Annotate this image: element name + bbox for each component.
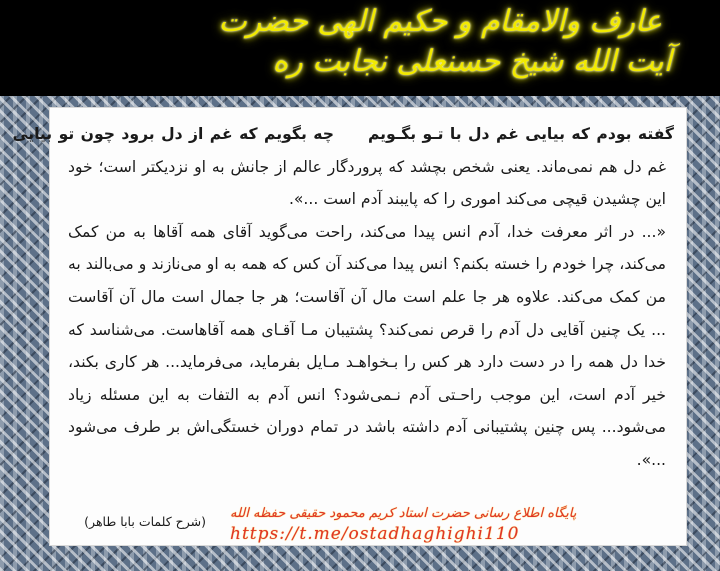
paragraph-2: «... در اثر معرفت خدا، آدم انس پیدا می‌کند، راحت می‌گوید آقای همه آقاها به من کمک می‌کند، چرا خودم را خسته بکنم؟ انس پیدا می‌کند آن کس که همه به او می‌نازند و می‌بالند به من کمک می‌کند. علاوه هر جا علم است مال آن آقاست؛ هر جا جمال است مال آن آقاست ... یک چنین آقایی دل آدم را قرص نمی‌کند؟ پشتیبان مـا آقـای همه آقاهاست. می‌شناسد که خدا دل همه را در دست دارد هر کس را بـخواهـد مـایل بفرماید، می‌فرماید... هر کاری بکند، خیر آدم است، این موجب راحـتی آدم نـمی‌شود؟ انس آدم به التفات به این مسئله زیاد می‌شود... پس چنین پشتیبانی آدم داشته باشد در تمام دوران خستگی‌اش بر طرف می‌شود ...». — [68, 222, 666, 469]
header-title-line2: آیت الله شیخ حسنعلی نجابت ره — [272, 44, 672, 79]
verse-hemistich-1: گفته بودم که بیایی غم دل با تـو بگـویم — [367, 125, 674, 143]
verse-hemistich-2: چه بگویم که غم از دل برود چون تو بیایی — [12, 125, 334, 143]
header-banner — [0, 0, 720, 96]
text-block — [12, 118, 674, 477]
paragraph-1: غم دل هم نمی‌ماند. یعنی شخص بچشد که پروردگار عالم از جانش به او نزدیکتر است؛ خود این چشیدن قیچی می‌کند اموری را که پایبند آدم است ...». — [68, 157, 666, 209]
channel-link[interactable]: https://t.me/ostadhaghighi110 — [230, 524, 520, 544]
footer-row — [54, 506, 682, 546]
channel-name: پایگاه اطلاع رسانی حضرت استاد کریم محمود حقیقی حفظه الله — [230, 506, 577, 521]
source-label: (شرح کلمات بابا طاهر) — [84, 514, 206, 529]
text-panel — [12, 108, 686, 545]
header-title-line1: عارف والامقام و حکیم الهی حضرت — [218, 4, 662, 39]
poem-verse — [12, 118, 674, 151]
